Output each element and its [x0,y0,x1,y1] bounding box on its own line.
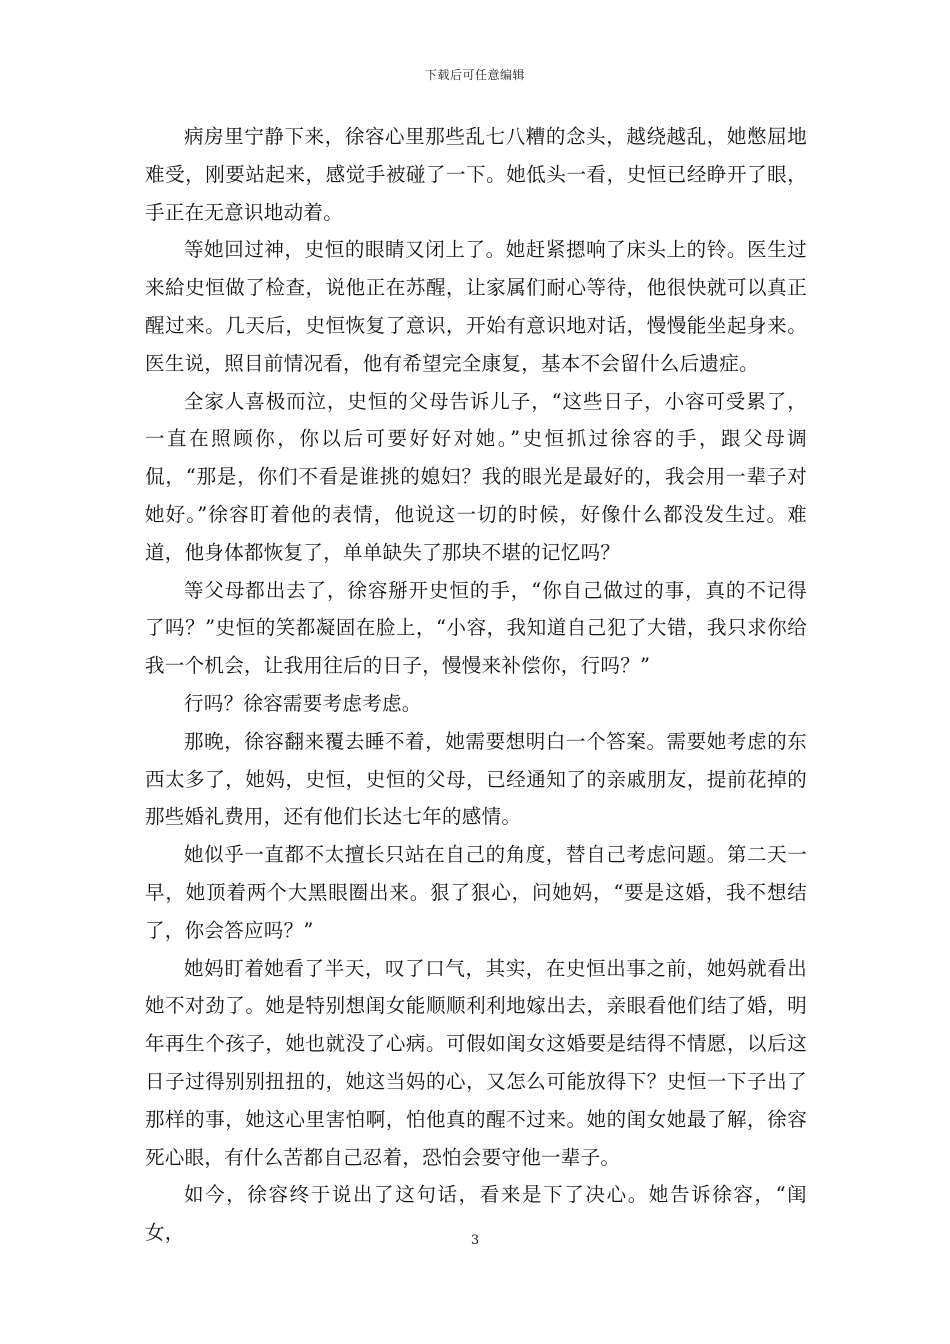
document-body [145,118,807,1252]
paragraph-1: 病房里宁静下来，徐容心里那些乱七八糟的念头，越绕越乱，她憋屈地难受，刚要站起来，感觉手被碰了一下。她低头一看，史恒已经睁开了眼，手正在无意识地动着。 [145,125,807,224]
paragraph-8: 她妈盯着她看了半天，叹了口气，其实，在史恒出事之前，她妈就看出她不对劲了。她是特别想闺女能顺顺利利地嫁出去，亲眼看他们结了婚，明年再生个孩子，她也就没了心病。可假如闺女这婚要是结得不情愿，以后这日子过得别别扭扭的，她这当妈的心，又怎么可能放得下？史恒一下子出了那样的事，她这心里害怕啊，怕他真的醒不过来。她的闺女她最了解，徐容死心眼，有什么苦都自己忍着，恐怕会要守他一辈子。 [145,956,807,1169]
paragraph-4: 等父母都出去了，徐容掰开史恒的手，“你自己做过的事，真的不记得了吗？”史恒的笑都凝固在脸上，“小容，我知道自己犯了大错，我只求你给我一个机会，让我用往后的日子，慢慢来补偿你，行吗？” [145,578,807,678]
page-number: 3 [470,1233,480,1248]
paragraph-7: 她似乎一直都不太擅长只站在自己的角度，替自己考虑问题。第二天一早，她顶着两个大黑眼圈出来。狠了狠心，问她妈，“要是这婚，我不想结了，你会答应吗？” [145,843,807,942]
page-header: 下载后可任意编辑 [424,68,525,82]
paragraph-3: 全家人喜极而泣，史恒的父母告诉儿子，“这些日子，小容可受累了，一直在照顾你，你以后可要好好对她。”史恒抓过徐容的手，跟父母调侃，“那是，你们不看是谁挑的媳妇？我的眼光是最好的，我会用一辈子对她好。”徐容盯着他的表情，他说这一切的时候，好像什么都没发生过。难道，他身体都恢复了，单单缺失了那块不堪的记忆吗？ [145,389,807,564]
paragraph-6: 那晚，徐容翻来覆去睡不着，她需要想明白一个答案。需要她考虑的东西太多了，她妈，史恒，史恒的父母，已经通知了的亲戚朋友，提前花掉的那些婚礼费用，还有他们长达七年的感情。 [145,729,807,829]
paragraph-2: 等她回过神，史恒的眼睛又闭上了。她赶紧摁响了床头上的铃。医生过来給史恒做了检查，说他正在苏醒，让家属们耐心等待，他很快就可以真正醒过来。几天后，史恒恢复了意识，开始有意识地对话，慢慢能坐起身来。医生说，照目前情况看，他有希望完全康复，基本不会留什么后遗症。 [145,238,807,375]
paragraph-9: 如今，徐容终于说出了这句话，看来是下了决心。她告诉徐容，“闺女， [145,1183,807,1245]
paragraph-5: 行吗？徐容需要考虑考虑。 [184,691,422,715]
